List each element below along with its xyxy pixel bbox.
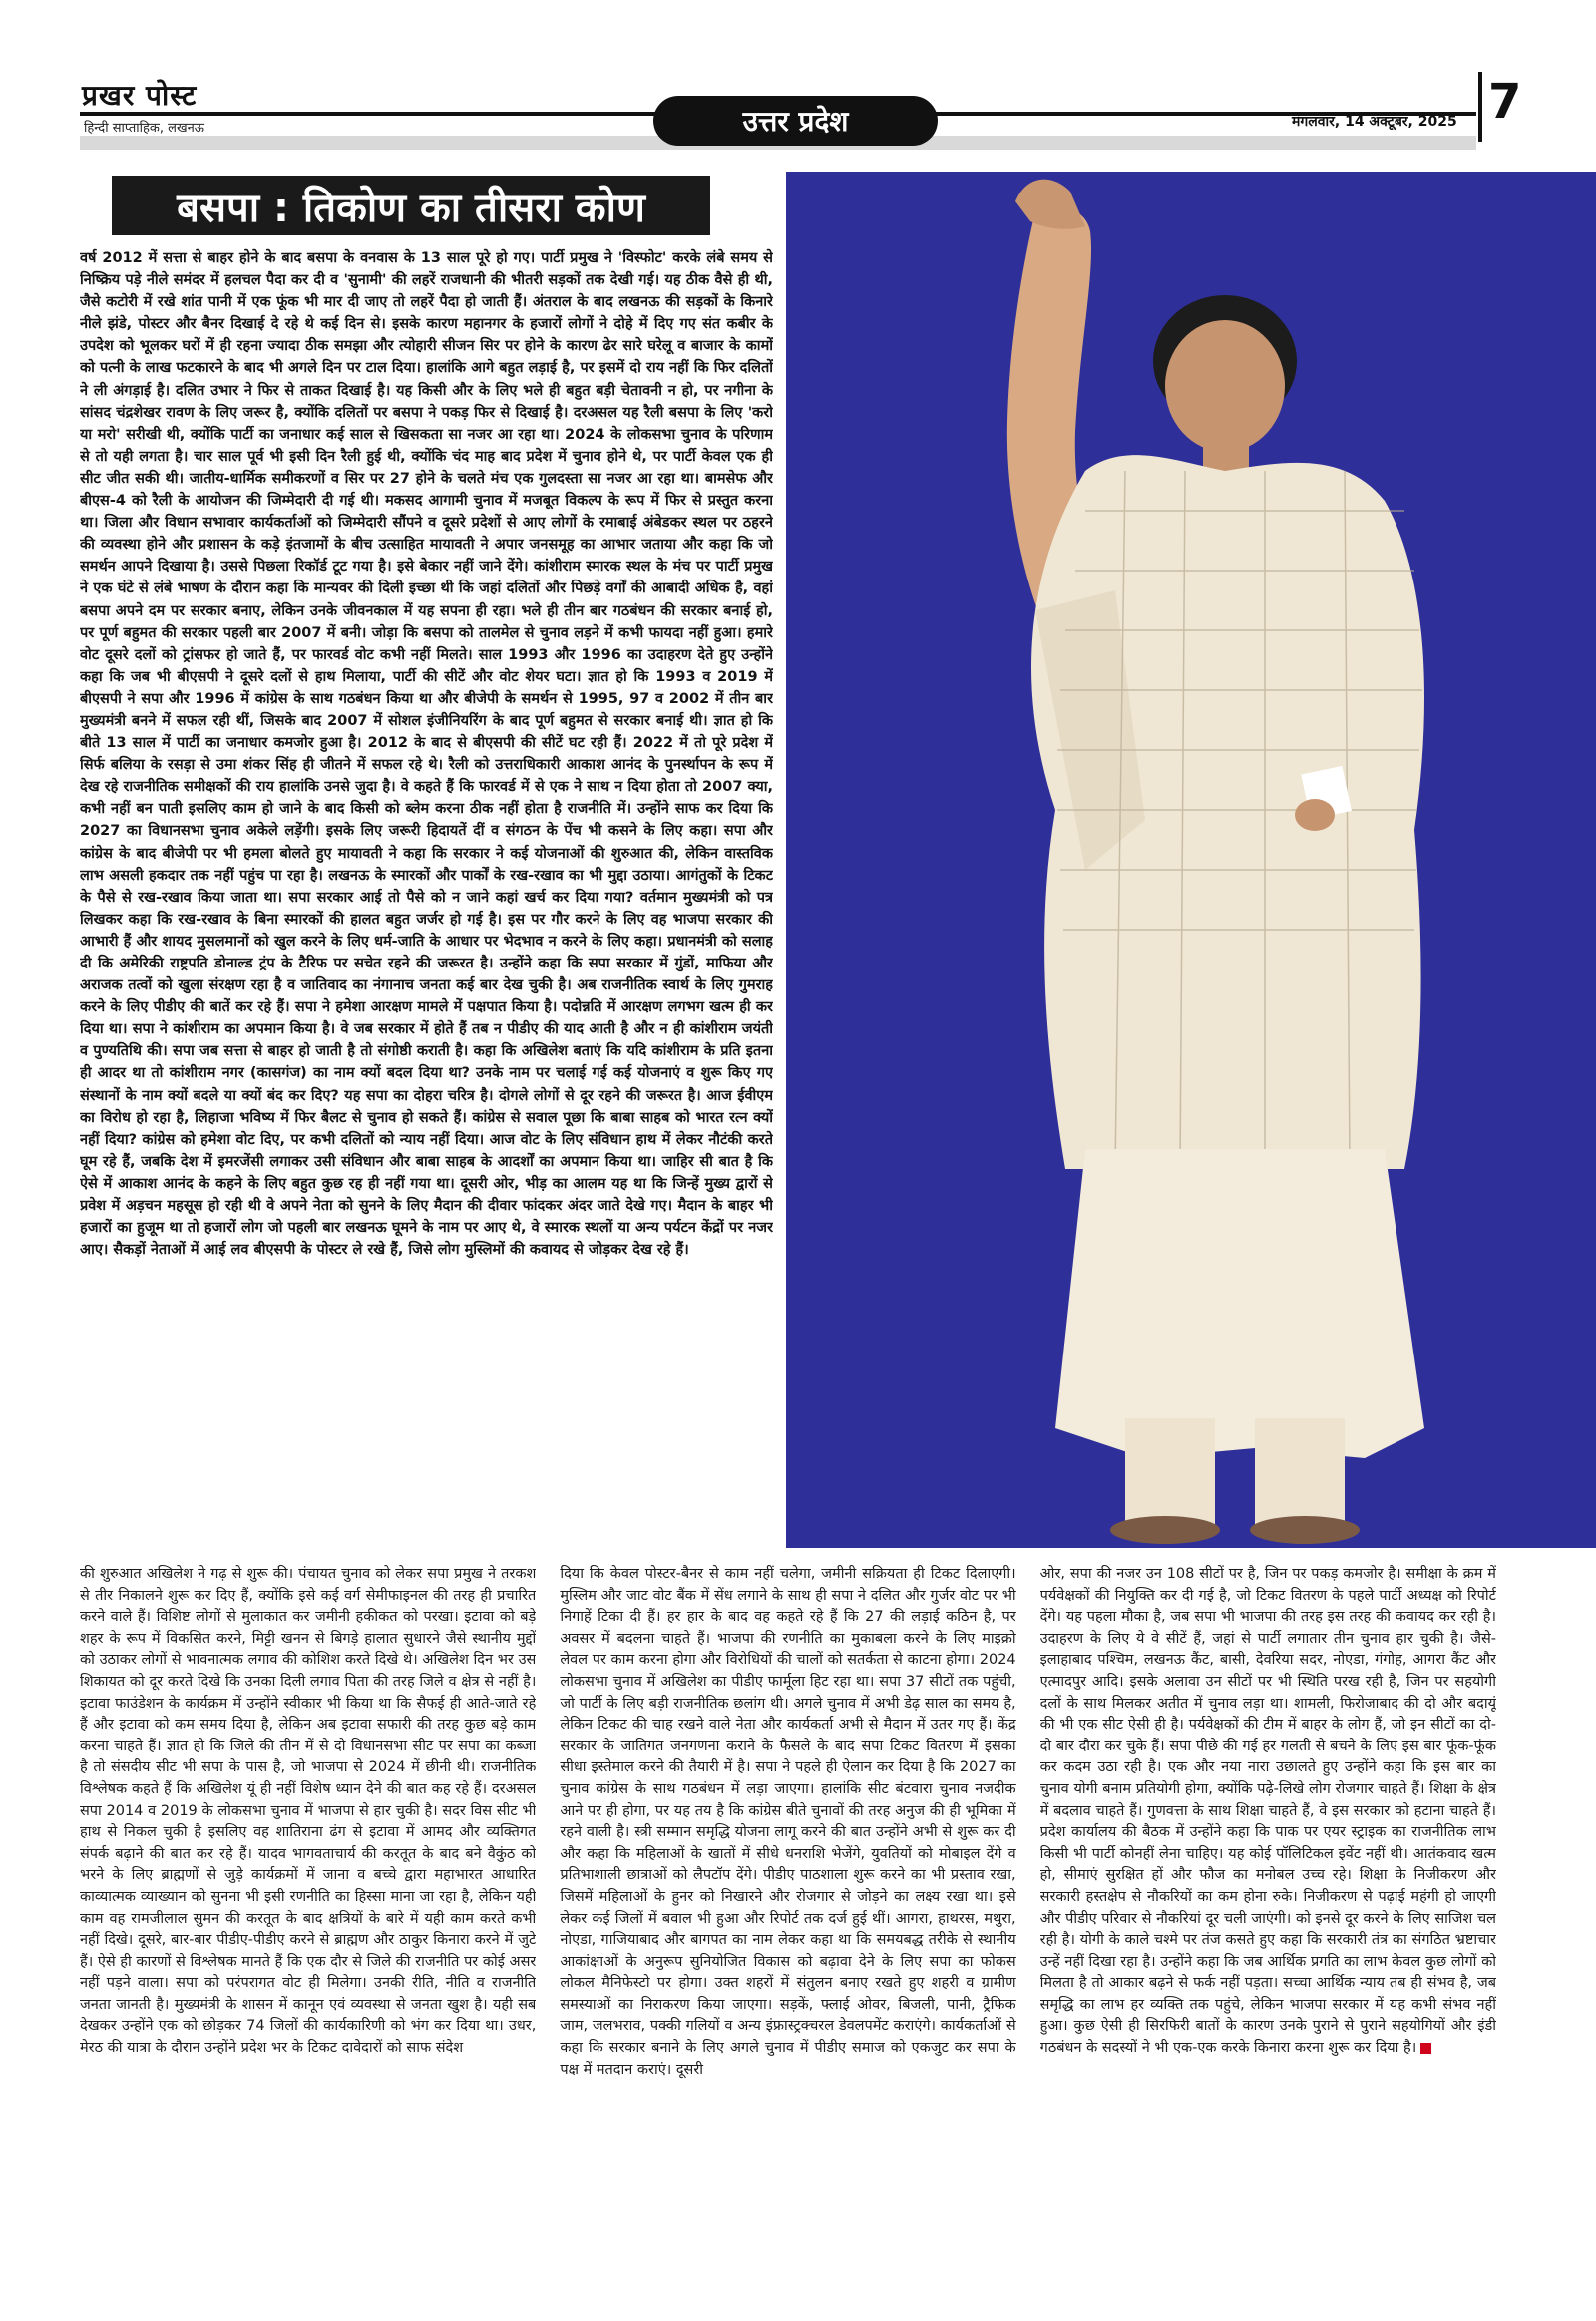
page-number-divider xyxy=(1478,72,1482,142)
leader-photo xyxy=(786,172,1596,1548)
article-column-3 xyxy=(1040,1564,1496,2302)
end-of-article-marker xyxy=(1420,2043,1431,2054)
column-2-text: दिया कि केवल पोस्टर-बैनर से काम नहीं चलेगा, जमीनी सक्रियता ही टिकट दिलाएगी। मुस्लिम और जाट वोट बैंक में सेंध लगाने के साथ ही सपा ने दलित और गुर्जर वोट पर भी निगाहें टिका दी हैं। हर हार के बाद वह कहते रहे हैं कि 27 की लड़ाई कठिन है, पर अवसर में बदलना चाहते हैं। भाजपा की रणनीति का मुकाबला करने के लिए माइक्रो लेवल पर काम करना होगा और विरोधियों की चालों को सतर्कता से काटना होगा। 2024 लोकसभा चुनाव में अखिलेश का पीडीए फार्मूला हिट रहा था। सपा 37 सीटों तक पहुंची, जो पार्टी के लिए बड़ी राजनीतिक छलांग थी। अगले चुनाव में अभी डेढ़ साल का समय है, लेकिन टिकट की चाह रखने वाले नेता और कार्यकर्ता अभी से मैदान में उतर गए हैं। केंद्र सरकार के जातिगत जनगणना कराने के फैसले के बाद सपा टिकट वितरण में इसका सीधा इस्तेमाल करने की तैयारी में है। सपा ने पहले ही ऐलान कर दिया है कि 2027 का चुनाव कांग्रेस के साथ गठबंधन में लड़ा जाएगा। हालांकि सीट बंटवारा चुनाव नजदीक आने पर ही होगा, पर यह तय है कि कांग्रेस बीते चुनावों की तरह अनुज की ही भूमिका में रहने वाली है। स्त्री सम्मान समृद्धि योजना लागू करने की बात उन्होंने अभी से शुरू कर दी और कहा कि महिलाओं के खातों में सीधे धनराशि भेजेंगे, युवतियों को मोबाइल देंगे व प्रतिभाशाली छात्राओं को लैपटॉप देंगे। पीडीए पाठशाला शुरू करने का भी प्रस्ताव रखा, जिसमें महिलाओं के हुनर को निखारने और रोजगार से जोड़ने का लक्ष्य रखा था। इसे लेकर कई जिलों में बवाल भी हुआ और रिपोर्ट तक दर्ज हुई थीं। आगरा, हाथरस, मथुरा, नोएडा, गाजियाबाद और बागपत का नाम लेकर कहा था कि समयबद्ध तरीके से स्थानीय आकांक्षाओं के अनुरूप सुनियोजित विकास को बढ़ावा देने के लिए सपा का फोकस लोकल मैनिफेस्टो पर होगा। उक्त शहरों में संतुलन बनाए रखते हुए शहरी व ग्रामीण समस्याओं का निराकरण किया जाएगा। सड़कें, फ्लाई ओवर, बिजली, पानी, ट्रैफिक जाम, जलभराव, पक्की गलियों व अन्य इंफ्रास्ट्रक्चरल डेवलपमेंट कराएंगे। कार्यकर्ताओं से कहा कि सरकार बनाने के लिए अगले चुनाव में पीडीए समाज को एकजुट कर सपा के पक्ष में मतदान कराएं। दूसरी xyxy=(560,1566,1016,2078)
article-column-2 xyxy=(560,1564,1015,2302)
article-columns xyxy=(80,1564,1496,2302)
column-1-text: की शुरुआत अखिलेश ने गढ़ से शुरू की। पंचायत चुनाव को लेकर सपा प्रमुख ने तरकश से तीर निकालने शुरू कर दिए हैं, क्योंकि इसे कई वर्ग सेमीफाइनल की तरह ही प्रचारित करने वाले हैं। विशिष्ट लोगों से मुलाकात कर जमीनी हकीकत को परखा। इटावा को बड़े शहर के रूप में विकसित करने, मिट्टी खनन से बिगड़े हालात सुधारने जैसे स्थानीय मुद्दों को उठाकर लोगों से भावनात्मक लगाव की कोशिश करते दिखे थे। अखिलेश दिन भर उस शिकायत को दूर करते दिखे कि उनका दिली लगाव पिता की तरह जिले व क्षेत्र से नहीं है। इटावा फाउंडेशन के कार्यक्रम में उन्होंने स्वीकार भी किया था कि सैफई ही आते-जाते रहे हैं और इटावा को कम समय दिया है, लेकिन अब इटावा सफारी की तरह कुछ बड़े काम करना चाहते हैं। ज्ञात हो कि जिले की तीन में से दो विधानसभा सीट पर सपा का कब्जा है तो संसदीय सीट भी सपा के पास है, जो भाजपा से 2024 में छीनी थी। राजनीतिक विश्लेषक कहते हैं कि अखिलेश यूं ही नहीं विशेष ध्यान देने की बात कह रहे हैं। दरअसल सपा 2014 व 2019 के लोकसभा चुनाव में भाजपा से हार चुकी है। सदर विस सीट भी हाथ से निकल चुकी है इसलिए वह शातिराना ढंग से इटावा में आमद और व्यक्तिगत संपर्क बढ़ाने की बात कर रहे हैं। यादव भागवताचार्य की करतूत के बाद बने वैकुंठ को भरने के लिए ब्राह्मणों से जुड़े कार्यक्रमों में जाना व बच्चे द्वारा महाभारत आधारित काव्यात्मक व्याख्यान को सुनना भी इसी रणनीति का हिस्सा माना जा रहा है, लेकिन यही काम वह रामजीलाल सुमन की करतूत के बाद क्षत्रियों के बारे में यही काम करते कभी नहीं दिखे। दूसरे, बार-बार पीडीए-पीडीए करने से ब्राह्मण और ठाकुर किनारा करने में जुटे हैं। ऐसे ही कारणों से विश्लेषक मानते हैं कि एक दौर से जिले की राजनीति पर कोई असर नहीं पड़ने वाला। सपा को परंपरागत वोट ही मिलेगा। उनकी रीति, नीति व राजनीति जनता जानती है। मुख्यमंत्री के शासन में कानून एवं व्यवस्था से जनता खुश है। यही सब देखकर उन्होंने एक को छोड़कर 74 जिलों की कार्यकारिणी को भंग कर दिया था। उधर, मेरठ की यात्रा के दौरान उन्होंने प्रदेश भर के टिकट दावेदारों को साफ संदेश xyxy=(80,1566,537,2057)
article-lead-text xyxy=(80,247,773,1539)
page-number: 7 xyxy=(1488,74,1522,130)
tagline: हिन्दी साप्ताहिक, लखनऊ xyxy=(84,121,205,136)
issue-date: मंगलवार, 14 अक्टूबर, 2025 xyxy=(1292,114,1457,130)
column-3-text xyxy=(1040,1564,1496,2060)
lead-paragraph: वर्ष 2012 में सत्ता से बाहर होने के बाद बसपा के वनवास के 13 साल पूरे हो गए। पार्टी प्रमुख ने 'विस्फोट' करके लंबे समय से निष्क्रिय पड़े नीले समंदर में हलचल पैदा कर दी व 'सुनामी' की लहरें राजधानी की भीतरी सड़कों तक देखी गई। यह ठीक वैसे ही थी, जैसे कटोरी में रखे शांत पानी में एक फूंक भी मार दी जाए तो लहरें पैदा हो जाती हैं। अंतराल के बाद लखनऊ की सड़कों के किनारे नीले झंडे, पोस्टर और बैनर दिखाई दे रहे थे कई दिन से। इसके कारण महानगर के हजारों लोगों ने दोहे में दिए गए संत कबीर के उपदेश को भूलकर घरों में ही रहना ज्यादा ठीक समझा और त्योहारी सीजन सिर पर होने के कारण ढेर सारे घरेलू व बाजार के कामों को पत्नी के लाख फटकारने के बाद भी अगले दिन पर टाल दिया। हालांकि आगे बहुत लड़ाई है, पर इसमें दो राय नहीं कि फिर दलितों ने ली अंगड़ाई है। दलित उभार ने फिर से ताकत दिखाई है। यह किसी और के लिए भले ही बहुत बड़ी चेतावनी न हो, पर नगीना के सांसद चंद्रशेखर रावण के लिए जरूर है, क्योंकि दलितों पर बसपा ने पकड़ फिर से दिखाई है। दरअसल यह रैली बसपा के लिए 'करो या मरो' सरीखी थी, क्योंकि पार्टी का जनाधार कई साल से खिसकता सा नजर आ रहा था। 2024 के लोकसभा चुनाव के परिणाम से तो यही लगता है। चार साल पूर्व भी इसी दिन रैली हुई थी, क्योंकि चंद माह बाद प्रदेश में चुनाव होने थे, पर पार्टी केवल एक ही सीट जीत सकी थी। जातीय-धार्मिक समीकरणों व सिर पर 27 होने के चलते मंच एक गुलदस्ता सा नजर आ रहा था। बामसेफ और बीएस-4 को रैली के आयोजन की जिम्मेदारी दी गई थी। मकसद आगामी चुनाव में मजबूत विकल्प के रूप में फिर से प्रस्तुत करना था। जिला और विधान सभावार कार्यकर्ताओं को जिम्मेदारी सौंपने व दूसरे प्रदेशों से आए लोगों के रमाबाई अंबेडकर स्थल पर ठहरने की व्यवस्था होने और प्रशासन के कड़े इंतजामों के बीच उत्साहित मायावती ने अपार जनसमूह का आभार जताया और कहा कि जो समर्थन आपने दिखाया है। उससे पिछला रिकॉर्ड टूट गया है। इसे बेकार नहीं जाने देंगे। कांशीराम स्मारक स्थल के मंच पर पार्टी प्रमुख ने एक घंटे से लंबे भाषण के दौरान कहा कि मान्यवर की दिली इच्छा थी कि जहां दलितों और पिछड़े वर्गों की आबादी अधिक है, वहां बसपा अपने दम पर सरकार बनाए, लेकिन उनके जीवनकाल में यह सपना ही रहा। भले ही तीन बार गठबंधन की सरकार बनाई हो, पर पूर्ण बहुमत की सरकार पहली बार 2007 में बनी। जोड़ा कि बसपा को तालमेल से चुनाव लड़ने में कभी फायदा नहीं हुआ। हमारे वोट दूसरे दलों को ट्रांसफर हो जाते हैं, पर फारवर्ड वोट कभी नहीं मिलते। साल 1993 और 1996 का उदाहरण देते हुए उन्होंने कहा कि जब भी बीएसपी ने दूसरे दलों से हाथ मिलाया, पार्टी की सीटें और वोट शेयर घटा। ज्ञात हो कि 1993 व 2019 में बीएसपी ने सपा और 1996 में कांग्रेस के साथ गठबंधन किया था और बीजेपी के समर्थन से 1995, 97 व 2002 में तीन बार मुख्यमंत्री बनने में सफल रही थीं, जिसके बाद 2007 में सोशल इंजीनियरिंग के बाद पूर्ण बहुमत से सरकार बनाई थी। ज्ञात हो कि बीते 13 साल में पार्टी का जनाधार कमजोर हुआ है। 2012 के बाद से बीएसपी की सीटें घट रही हैं। 2022 में तो पूरे प्रदेश में सिर्फ बलिया के रसड़ा से उमा शंकर सिंह ही जीतने में सफल रहे थे। रैली को उत्तराधिकारी आकाश आनंद के पुनर्स्थापन के रूप में देख रहे राजनीतिक समीक्षकों की राय हालांकि उनसे जुदा है। वे कहते हैं कि फारवर्ड में से एक ने साथ न दिया होता तो 2007 क्या, कभी नहीं बन पाती इसलिए काम हो जाने के बाद किसी को ब्लेम करना ठीक नहीं होता है राजनीति में। उन्होंने साफ कर दिया कि 2027 का विधानसभा चुनाव अकेले लड़ेंगी। इसके लिए जरूरी हिदायतें दीं व संगठन के पेंच भी कसने के लिए कहा। सपा और कांग्रेस के बाद बीजेपी पर भी हमला बोलते हुए मायावती ने कहा कि सरकार ने कई योजनाओं की शुरुआत की, लेकिन वास्तविक लाभ असली हकदार तक नहीं पहुंच पा रहा है। लखनऊ के स्मारकों और पार्कों के रख-रखाव का भी मुद्दा उठाया। आगंतुकों के टिकट के पैसे से रख-रखाव किया जाता था। सपा सरकार आई तो पैसे को न जाने कहां खर्च कर दिया गया? वर्तमान मुख्यमंत्री को पत्र लिखकर कहा कि रख-रखाव के बिना स्मारकों की हालत बहुत जर्जर हो गई है। इस पर गौर करने के लिए वह भाजपा सरकार की आभारी हैं और शायद मुसलमानों को खुल करने के लिए धर्म-जाति के आधार पर भेदभाव न करने के लिए कहा। प्रधानमंत्री को सलाह दी कि अमेरिकी राष्ट्रपति डोनाल्ड ट्रंप के टैरिफ पर सचेत रहने की जरूरत है। उन्होंने कहा कि सपा सरकार में गुंडों, माफिया और अराजक तत्वों को खुला संरक्षण रहा है व जातिवाद का नंगानाच जनता कई बार देख चुकी है। अब राजनीतिक स्वार्थ के लिए गुमराह करने के लिए पीडीए की बातें कर रहे हैं। सपा ने हमेशा आरक्षण मामले में पक्षपात किया है। पदोन्नति में आरक्षण लगभग खत्म ही कर दिया था। सपा ने कांशीराम का अपमान किया है। वे जब सरकार में होते हैं तब न पीडीए की याद आती है और न ही कांशीराम जयंती व पुण्यतिथि की। सपा जब सत्ता से बाहर हो जाती है तो संगोष्ठी कराती है। कहा कि अखिलेश बताएं कि यदि कांशीराम के प्रति इतना ही आदर था तो कांशीराम नगर (कासगंज) का नाम क्यों बदल दिया था? उनके नाम पर चलाई गई कई योजनाएं व शुरू किए गए संस्थानों के नाम क्यों बदले या क्यों बंद कर दिए? यह सपा का दोहरा चरित्र है। दोगले लोगों से दूर रहने की जरूरत है। आज ईवीएम का विरोध हो रहा है, लिहाजा भविष्य में फिर बैलट से चुनाव हो सकते हैं। कांग्रेस से सवाल पूछा कि बाबा साहब को भारत रत्न क्यों नहीं दिया? कांग्रेस को हमेशा वोट दिए, पर कभी दलितों को न्याय नहीं दिया। आज वोट के लिए संविधान हाथ में लेकर नौटंकी करते घूम रहे हैं, जबकि देश में इमरजेंसी लगाकर उसी संविधान और बाबा साहब के आदर्शों का अपमान किया था। जाहिर सी बात है कि ऐसे में आकाश आनंद के कहने के लिए बहुत कुछ रह ही नहीं गया था। दूसरी ओर, भीड़ का आलम यह था कि जिन्हें मुख्य द्वारों से प्रवेश में अड़चन महसूस हो रही थी वे अपने नेता को सुनने के लिए मैदान की दीवार फांदकर अंदर जाते देखे गए। मैदान के बाहर भी हजारों का हुजूम था तो हजारों लोग जो पहली बार लखनऊ घूमने के नाम पर आए थे, वे स्मारक स्थलों या अन्य पर्यटन केंद्रों पर नजर आए। सैकड़ों नेताओं में आई लव बीएसपी के पोस्टर ले रखे हैं, जिसे लोग मुस्लिमों की कवायद से जोड़कर देख रहे हैं। xyxy=(80,250,773,1259)
article-headline: बसपा : तिकोण का तीसरा कोण xyxy=(112,176,710,235)
article-column-1 xyxy=(80,1564,536,2302)
column-3-body: ओर, सपा की नजर उन 108 सीटों पर है, जिन पर पकड़ कमजोर है। समीक्षा के क्रम में पर्यवेक्षकों की नियुक्ति कर दी गई है, जो टिकट वितरण के पहले पार्टी अध्यक्ष को रिपोर्ट देंगे। यह पहला मौका है, जब सपा भी भाजपा की तरह इस तरह की कवायद कर रही है। उदाहरण के लिए ये वे सीटें हैं, जहां से पार्टी लगातार तीन चुनाव हार चुकी है। जैसे- इलाहाबाद पश्चिम, लखनऊ कैंट, बासी, देवरिया सदर, नोएडा, गंगोह, आगरा कैंट और एत्मादपुर आदि। इसके अलावा उन सीटों पर भी स्थिति परख रही है, जिन पर सहयोगी दलों के साथ मिलकर अतीत में चुनाव लड़ा था। शामली, फिरोजाबाद की दो और बदायूं की भी एक सीट ऐसी ही है। पर्यवेक्षकों की टीम में बाहर के लोग हैं, जो इन सीटों का दो-दो बार दौरा कर चुके हैं। सपा पीछे की गई हर गलती से बचने के लिए इस बार फूंक-फूंक कर कदम उठा रही है। एक और नया नारा उछालते हुए उन्होंने कहा कि इस बार का चुनाव योगी बनाम प्रतियोगी होगा, क्योंकि पढ़े-लिखे लोग रोजगार चाहते हैं। शिक्षा के क्षेत्र में बदलाव चाहते हैं। गुणवत्ता के साथ शिक्षा चाहते हैं, वे इस सरकार को हटाना चाहते हैं। प्रदेश कार्यालय की बैठक में उन्होंने कहा कि पाक पर एयर स्ट्राइक का राजनीतिक लाभ किसी भी पार्टी कोनहीं लेना चाहिए। यह कोई पॉलिटिकल इवेंट नहीं थी। आतंकवाद खत्म हो, सीमाएं सुरक्षित हों और फौज का मनोबल उच्च रहे। शिक्षा के निजीकरण और सरकारी हस्तक्षेप से नौकरियों का कम होना रुके। निजीकरण से पढ़ाई महंगी हो जाएगी और पीडीए परिवार से नौकरियां दूर चली जाएंगी। को इनसे दूर करने के लिए साजिश चल रही है। योगी के काले चश्मे पर तंज कसते हुए कहा कि सरकारी तंत्र का संगठित भ्रष्टाचार उन्हें नहीं दिखा रहा है। उन्होंने कहा कि जब आर्थिक प्रगति का लाभ केवल कुछ लोगों को मिलता है तो आकार बढ़ने से फर्क नहीं पड़ता। सच्चा आर्थिक न्याय तब ही संभव है, जब समृद्धि का लाभ हर व्यक्ति तक पहुंचे, लेकिन भाजपा सरकार में यह कभी संभव नहीं हुआ। कुछ ऐसी ही सिरफिरी बातों के कारण उनके पुराने से पुराने सहयोगियों और इंडी गठबंधन के सदस्यों ने भी एक-एक करके किनारा करना शुरू कर दिया है। xyxy=(1039,1566,1496,2057)
section-title: उत्तर प्रदेश xyxy=(653,96,938,146)
masthead: प्रखर पोस्ट xyxy=(82,79,198,112)
